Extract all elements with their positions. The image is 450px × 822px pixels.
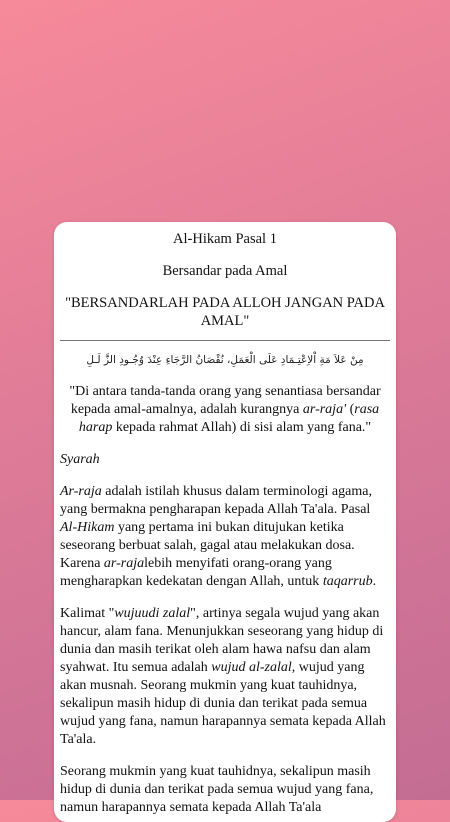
chapter-subtitle: Bersandar pada Amal xyxy=(162,263,288,279)
quote-text: "Di antara tanda-tanda orang yang senantiasa bersandar kepada amal-amalnya, adalah kurangnya xyxy=(69,384,381,417)
term-al-hikam: Al-Hikam xyxy=(60,520,115,535)
syarah-paragraph-1 xyxy=(60,483,390,591)
arabic-verse: مِنْ عَلاَ مَةِ اْلاِعْتِـمَادِ عَلَى الْعَمَلِ، نُقْصَانُ الرَّجَاءِ عِنْدَ وُجُـودِ الزَّ لَـلِ xyxy=(86,354,364,366)
paragraph-text: . xyxy=(372,574,377,589)
chapter-heading: "BERSANDARLAH PADA ALLOH JANGAN PADA AMAL" xyxy=(65,295,385,329)
paragraph-text: adalah istilah khusus dalam terminologi agama, yang bermakna pengharapan kepada Allah Ta'ala. Pasal xyxy=(60,484,372,517)
term-ar-raja: ar-raja xyxy=(103,556,145,571)
page-title: Al-Hikam Pasal 1 xyxy=(173,231,277,247)
paragraph-text: yang pertama ini bukan ditujukan ketika seseorang berbuat salah, gagal atau melakukan dosa. Karena xyxy=(60,520,355,571)
content-card xyxy=(54,222,396,822)
paragraph-text: , wujud yang akan musnah. Seorang mukmin yang kuat tauhidnya, sekalipun masih hidup di dunia dan terikat pada semua wujud yang fana, namun harapannya semata kepada Allah Ta'ala. xyxy=(60,660,386,747)
term-wujuudi-zalal: wujuudi zalal xyxy=(114,606,191,621)
term-wujud-al-zalal: wujud al-zalal xyxy=(211,660,292,675)
paragraph-text: ", artinya segala wujud yang akan hancur, alam fana. Menunjukkan seseorang yang hidup di dunia dan masih terikat oleh alam hawa nafsu dan alam syahwat. Itu semua adalah xyxy=(60,606,384,675)
term-taqarrub: taqarrub xyxy=(322,574,373,589)
term-ar-raja: Ar-raja xyxy=(60,484,102,499)
paragraph-text: Kalimat " xyxy=(60,606,115,621)
syarah-paragraph-2 xyxy=(60,605,390,749)
syarah-paragraph-3: Seorang mukmin yang kuat tauhidnya, sekalipun masih hidup di dunia dan terikat pada semua wujud yang fana, namun harapannya semata kepada Allah Ta'ala xyxy=(60,764,374,815)
quote-text: ( xyxy=(346,402,355,417)
syarah-label: Syarah xyxy=(60,452,100,467)
translation-quote xyxy=(60,383,390,437)
quote-term-rasa-harap: rasa harap xyxy=(78,402,380,435)
quote-text: kepada rahmat Allah) di sisi alam yang fana." xyxy=(112,420,372,435)
quote-term-ar-raja: ar-raja' xyxy=(302,402,347,417)
divider xyxy=(60,340,390,341)
paragraph-text: lebih menyifati orang-orang yang mengharapkan kedekatan dengan Allah, untuk xyxy=(60,556,332,589)
